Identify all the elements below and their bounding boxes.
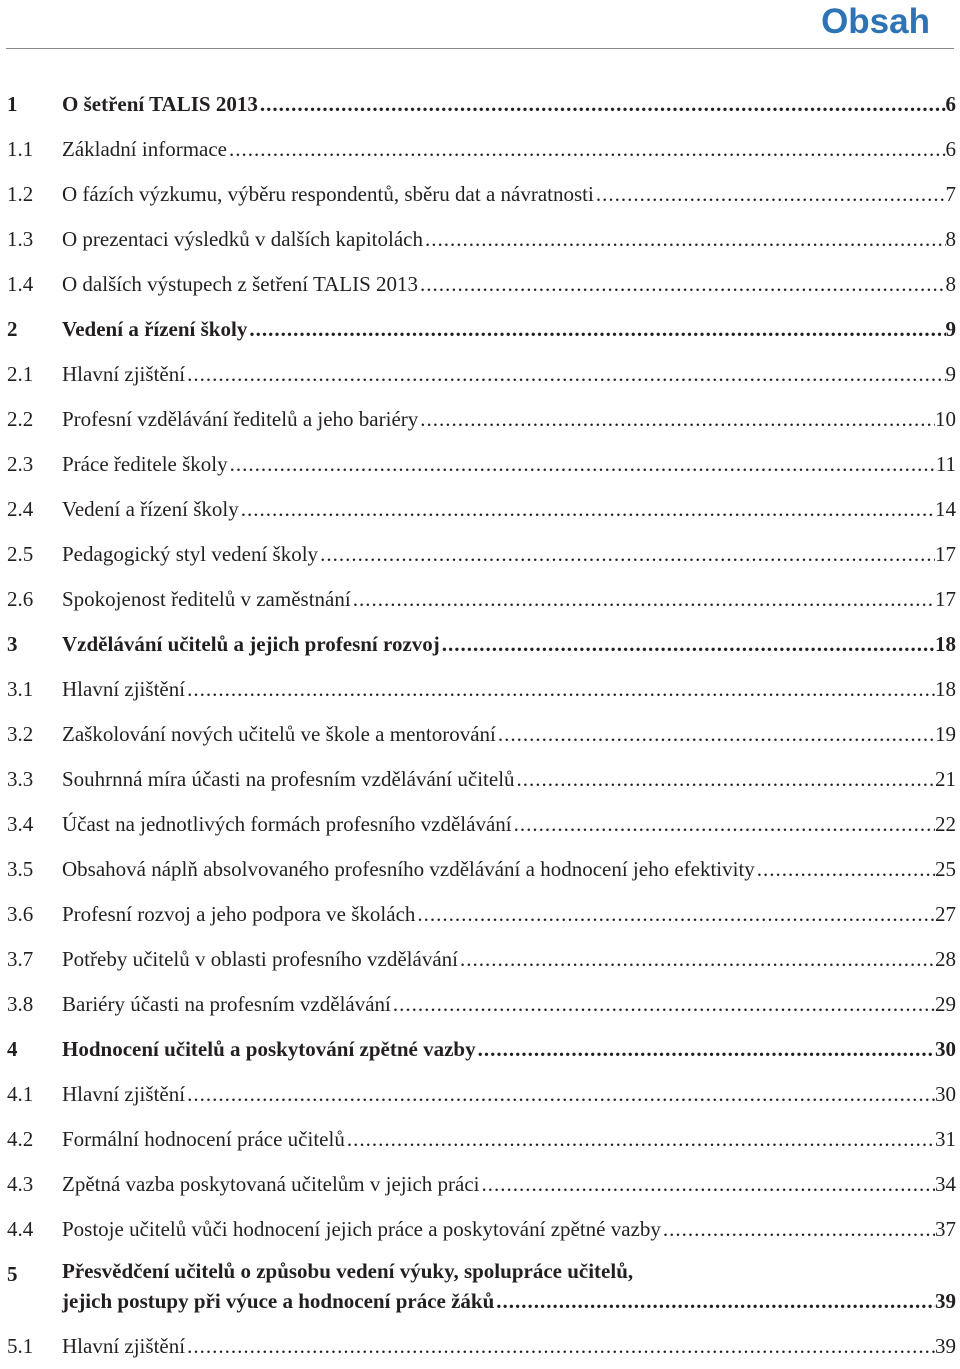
toc-entry-line [62, 1256, 956, 1286]
toc-section-entry[interactable] [0, 442, 960, 487]
toc-entry-number: 5.1 [7, 1334, 34, 1358]
toc-page-number[interactable]: 11 [935, 452, 956, 476]
toc-entry-line [62, 127, 956, 172]
toc-entry-body [62, 1117, 960, 1162]
toc-entry-line [62, 82, 956, 127]
toc-page-number[interactable]: 7 [945, 182, 956, 206]
toc-chapter-entry[interactable] [0, 622, 960, 667]
toc-section-entry[interactable] [0, 577, 960, 622]
toc-entry-title[interactable]: Souhrnná míra účasti na profesním vzdělávání učitelů [62, 767, 515, 791]
toc-page-number[interactable]: 25 [935, 857, 956, 881]
toc-entry-title[interactable]: Potřeby učitelů v oblasti profesního vzdělávání [62, 947, 458, 971]
toc-entry-title[interactable]: Hlavní zjištění [62, 362, 186, 386]
toc-dot-leader [185, 667, 935, 712]
toc-entry-title[interactable]: Vedení a řízení školy [62, 317, 248, 341]
toc-entry-body [62, 802, 960, 847]
toc-dot-leader [228, 442, 936, 487]
toc-section-entry[interactable] [0, 802, 960, 847]
toc-page-number[interactable]: 10 [935, 407, 956, 431]
toc-entry-body [62, 262, 960, 307]
toc-entry-body [62, 1027, 960, 1072]
toc-entry-line [62, 892, 956, 937]
toc-section-entry[interactable] [0, 757, 960, 802]
title-divider [6, 48, 954, 49]
toc-section-entry[interactable] [0, 127, 960, 172]
toc-entry-line [62, 307, 956, 352]
toc-entry-line [62, 1072, 956, 1117]
toc-dot-leader [185, 1072, 935, 1117]
toc-entry-number: 2.4 [7, 497, 34, 521]
toc-entry-title[interactable]: Zpětná vazba poskytovaná učitelům v jejich práci [62, 1172, 480, 1196]
toc-dot-leader [345, 1117, 935, 1162]
toc-dot-leader [515, 757, 935, 802]
toc-entry-line [62, 1027, 956, 1072]
toc-entry-title[interactable]: Hodnocení učitelů a poskytování zpětné vazby [62, 1037, 476, 1061]
toc-dot-leader [458, 937, 935, 982]
toc-entry-title[interactable]: Hlavní zjištění [62, 1334, 186, 1358]
toc-dot-leader [476, 1027, 935, 1072]
toc-entry-number: 1.1 [7, 137, 34, 161]
toc-entry-body [62, 1324, 960, 1369]
toc-entry-line [62, 1117, 956, 1162]
toc-entry-line [62, 712, 956, 757]
toc-dot-leader [418, 397, 935, 442]
toc-entry-body [62, 172, 960, 217]
toc-dot-leader [247, 307, 945, 352]
toc-entry-body [62, 532, 960, 577]
toc-entry-line [62, 532, 956, 577]
toc-dot-leader [239, 487, 935, 532]
toc-page-number[interactable]: 6 [945, 137, 956, 161]
toc-entry-line [62, 487, 956, 532]
toc-page-number[interactable]: 37 [935, 1217, 956, 1241]
toc-entry-body [62, 847, 960, 892]
toc-section-entry[interactable] [0, 352, 960, 397]
toc-page-number[interactable]: 27 [935, 902, 956, 926]
toc-entry-title[interactable]: Zaškolování nových učitelů ve škole a mentorování [62, 722, 496, 746]
toc-dot-leader [594, 172, 946, 217]
toc-entry-line [62, 982, 956, 1027]
page-title: Obsah [821, 2, 930, 41]
toc-entry-line [62, 937, 956, 982]
toc-entry-line [62, 847, 956, 892]
toc-entry-body [62, 757, 960, 802]
toc-entry-number: 4 [7, 1037, 18, 1061]
toc-chapter-entry[interactable] [0, 1252, 960, 1324]
toc-entry-title[interactable]: Profesní rozvoj a jeho podpora ve školách [62, 902, 416, 926]
toc-page-number[interactable]: 31 [935, 1127, 956, 1151]
toc-dot-leader [258, 82, 946, 127]
toc-section-entry[interactable] [0, 1072, 960, 1117]
toc-entry-line [62, 667, 956, 712]
toc-entry-body [62, 307, 960, 352]
toc-page-number[interactable]: 17 [935, 542, 956, 566]
toc-section-entry[interactable] [0, 892, 960, 937]
toc-page-number[interactable]: 14 [935, 497, 956, 521]
toc-entry-line [62, 1286, 956, 1316]
toc-entry-body [62, 982, 960, 1027]
toc-entry-number: 2.2 [7, 407, 34, 431]
toc-section-entry[interactable] [0, 1207, 960, 1252]
toc-entry-title[interactable]: Přesvědčení učitelů o způsobu vedení výuky, spolupráce učitelů, [62, 1259, 634, 1283]
toc-entry-body [62, 1252, 960, 1316]
toc-entry-title[interactable]: Obsahová náplň absolvovaného profesního vzdělávání a hodnocení jeho efektivity [62, 857, 755, 881]
toc-page-number[interactable]: 6 [945, 92, 956, 116]
toc-entry-title[interactable]: O prezentaci výsledků v dalších kapitolách [62, 227, 423, 251]
toc-entry-line [62, 217, 956, 262]
toc-section-entry[interactable] [0, 847, 960, 892]
toc-entry-label-block [62, 1252, 956, 1316]
toc-entry-number: 4.2 [7, 1127, 34, 1151]
toc-entry-body [62, 712, 960, 757]
toc-dot-leader [351, 577, 935, 622]
toc-entry-body [62, 937, 960, 982]
toc-entry-number: 1.2 [7, 182, 34, 206]
toc-entry-title[interactable]: Základní informace [62, 137, 228, 161]
toc-page-number[interactable]: 28 [935, 947, 956, 971]
toc-entry-number: 2.1 [7, 362, 34, 386]
toc-section-entry[interactable] [0, 532, 960, 577]
toc-entry-line [62, 1324, 956, 1369]
toc-entry-body [62, 217, 960, 262]
toc-entry-number: 2.3 [7, 452, 34, 476]
toc-entry-title[interactable]: Práce ředitele školy [62, 452, 228, 476]
toc-entry-title[interactable]: O fázích výzkumu, výběru respondentů, sběru dat a návratnosti [62, 182, 594, 206]
toc-entry-number: 2.5 [7, 542, 34, 566]
toc-dot-leader [440, 622, 935, 667]
toc-entry-line [62, 622, 956, 667]
toc-entry-number: 3.5 [7, 857, 34, 881]
toc-page-number[interactable]: 9 [945, 362, 956, 386]
toc-dot-leader [185, 352, 945, 397]
toc-entry-number: 2 [7, 317, 18, 341]
toc-page-number[interactable]: 18 [935, 632, 956, 656]
toc-page-number[interactable]: 22 [935, 812, 956, 836]
toc-section-entry[interactable] [0, 397, 960, 442]
toc-dot-leader [418, 262, 945, 307]
toc-entry-number: 3.1 [7, 677, 34, 701]
toc-entry-line [62, 262, 956, 307]
toc-entry-line [62, 442, 956, 487]
toc-entry-body [62, 1207, 960, 1252]
toc-entry-line [62, 1162, 956, 1207]
toc-dot-leader [185, 1324, 935, 1369]
toc-page-number[interactable]: 21 [935, 767, 956, 791]
toc-page-number[interactable]: 39 [935, 1289, 956, 1313]
toc-entry-title[interactable]: Bariéry účasti na profesním vzdělávání [62, 992, 391, 1016]
toc-entry-number: 3.2 [7, 722, 34, 746]
toc-entry-body [62, 127, 960, 172]
toc-dot-leader [494, 1286, 935, 1316]
toc-entry-number: 2.6 [7, 587, 34, 611]
toc-section-entry[interactable] [0, 262, 960, 307]
toc-entry-number: 3.8 [7, 992, 34, 1016]
toc-dot-leader [423, 217, 946, 262]
toc-entry-body [62, 352, 960, 397]
toc-dot-leader [391, 982, 935, 1027]
toc-entry-title[interactable]: Postoje učitelů vůči hodnocení jejich práce a poskytování zpětné vazby [62, 1217, 661, 1241]
toc-entry-number: 3.4 [7, 812, 34, 836]
toc-dot-leader [496, 712, 935, 757]
toc-section-entry[interactable] [0, 1162, 960, 1207]
toc-entry-title[interactable]: Profesní vzdělávání ředitelů a jeho bariéry [62, 407, 419, 431]
toc-page-number[interactable]: 29 [935, 992, 956, 1016]
toc-dot-leader [227, 127, 945, 172]
toc-entry-number: 4.1 [7, 1082, 34, 1106]
toc-section-entry[interactable] [0, 1324, 960, 1369]
toc-entry-title[interactable]: Spokojenost ředitelů v zaměstnání [62, 587, 351, 611]
toc-page-number[interactable]: 30 [935, 1082, 956, 1106]
toc-entry-number: 3.3 [7, 767, 34, 791]
toc-entry-body [62, 397, 960, 442]
toc-page-number[interactable]: 8 [945, 227, 956, 251]
toc-page-number[interactable]: 9 [945, 317, 956, 341]
toc-entry-body [62, 442, 960, 487]
toc-entry-title[interactable]: Pedagogický styl vedení školy [62, 542, 319, 566]
toc-entry-number: 3.7 [7, 947, 34, 971]
toc-entry-body [62, 892, 960, 937]
toc-chapter-entry[interactable] [0, 307, 960, 352]
toc-entry-title[interactable]: Hlavní zjištění [62, 677, 186, 701]
toc-entry-body [62, 487, 960, 532]
toc-dot-leader [318, 532, 935, 577]
toc-entry-title[interactable]: O šetření TALIS 2013 [62, 92, 258, 116]
toc-chapter-entry[interactable] [0, 82, 960, 127]
toc-entry-number: 4.3 [7, 1172, 34, 1196]
toc-entry-number: 3 [7, 632, 18, 656]
toc-page-number[interactable]: 39 [935, 1334, 956, 1358]
toc-dot-leader [415, 892, 935, 937]
toc-entry-title[interactable]: Vedení a řízení školy [62, 497, 239, 521]
toc-entry-body [62, 622, 960, 667]
toc-entry-title[interactable]: Účast na jednotlivých formách profesního vzdělávání [62, 812, 512, 836]
toc-entry-title[interactable]: O dalších výstupech z šetření TALIS 2013 [62, 272, 419, 296]
toc-entry-line [62, 172, 956, 217]
toc-entry-number: 1.3 [7, 227, 34, 251]
toc-section-entry[interactable] [0, 172, 960, 217]
toc-entry-number: 1 [7, 92, 18, 116]
toc-entry-number: 4.4 [7, 1217, 34, 1241]
toc-entry-body [62, 1162, 960, 1207]
toc-entry-line [62, 757, 956, 802]
toc-entry-number: 3.6 [7, 902, 34, 926]
toc-entry-line [62, 1207, 956, 1252]
table-of-contents [0, 82, 960, 1369]
toc-entry-line [62, 397, 956, 442]
toc-dot-leader [755, 847, 935, 892]
toc-section-entry[interactable] [0, 487, 960, 532]
toc-page-number[interactable]: 30 [935, 1037, 956, 1061]
toc-page-number[interactable]: 19 [935, 722, 956, 746]
toc-entry-line [62, 352, 956, 397]
toc-entry-number: 5 [7, 1262, 18, 1286]
toc-entry-line [62, 577, 956, 622]
toc-dot-leader [480, 1162, 935, 1207]
toc-entry-title[interactable]: Hlavní zjištění [62, 1082, 186, 1106]
toc-entry-title[interactable]: Formální hodnocení práce učitelů [62, 1127, 345, 1151]
toc-entry-body [62, 667, 960, 712]
toc-entry-body [62, 577, 960, 622]
toc-section-entry[interactable] [0, 217, 960, 262]
toc-entry-body [62, 82, 960, 127]
toc-chapter-entry[interactable] [0, 1027, 960, 1072]
toc-entry-title[interactable]: jejich postupy při výuce a hodnocení práce žáků [62, 1289, 495, 1313]
toc-entry-line [62, 802, 956, 847]
toc-dot-leader [512, 802, 935, 847]
toc-dot-leader [661, 1207, 935, 1252]
toc-entry-number: 1.4 [7, 272, 34, 296]
toc-page-number[interactable]: 18 [935, 677, 956, 701]
toc-page-number[interactable]: 8 [945, 272, 956, 296]
toc-section-entry[interactable] [0, 937, 960, 982]
toc-entry-body [62, 1072, 960, 1117]
toc-page-number[interactable]: 34 [935, 1172, 956, 1196]
toc-page-number[interactable]: 17 [935, 587, 956, 611]
toc-section-entry[interactable] [0, 982, 960, 1027]
toc-section-entry[interactable] [0, 712, 960, 757]
toc-section-entry[interactable] [0, 667, 960, 712]
toc-section-entry[interactable] [0, 1117, 960, 1162]
toc-entry-title[interactable]: Vzdělávání učitelů a jejich profesní rozvoj [62, 632, 440, 656]
